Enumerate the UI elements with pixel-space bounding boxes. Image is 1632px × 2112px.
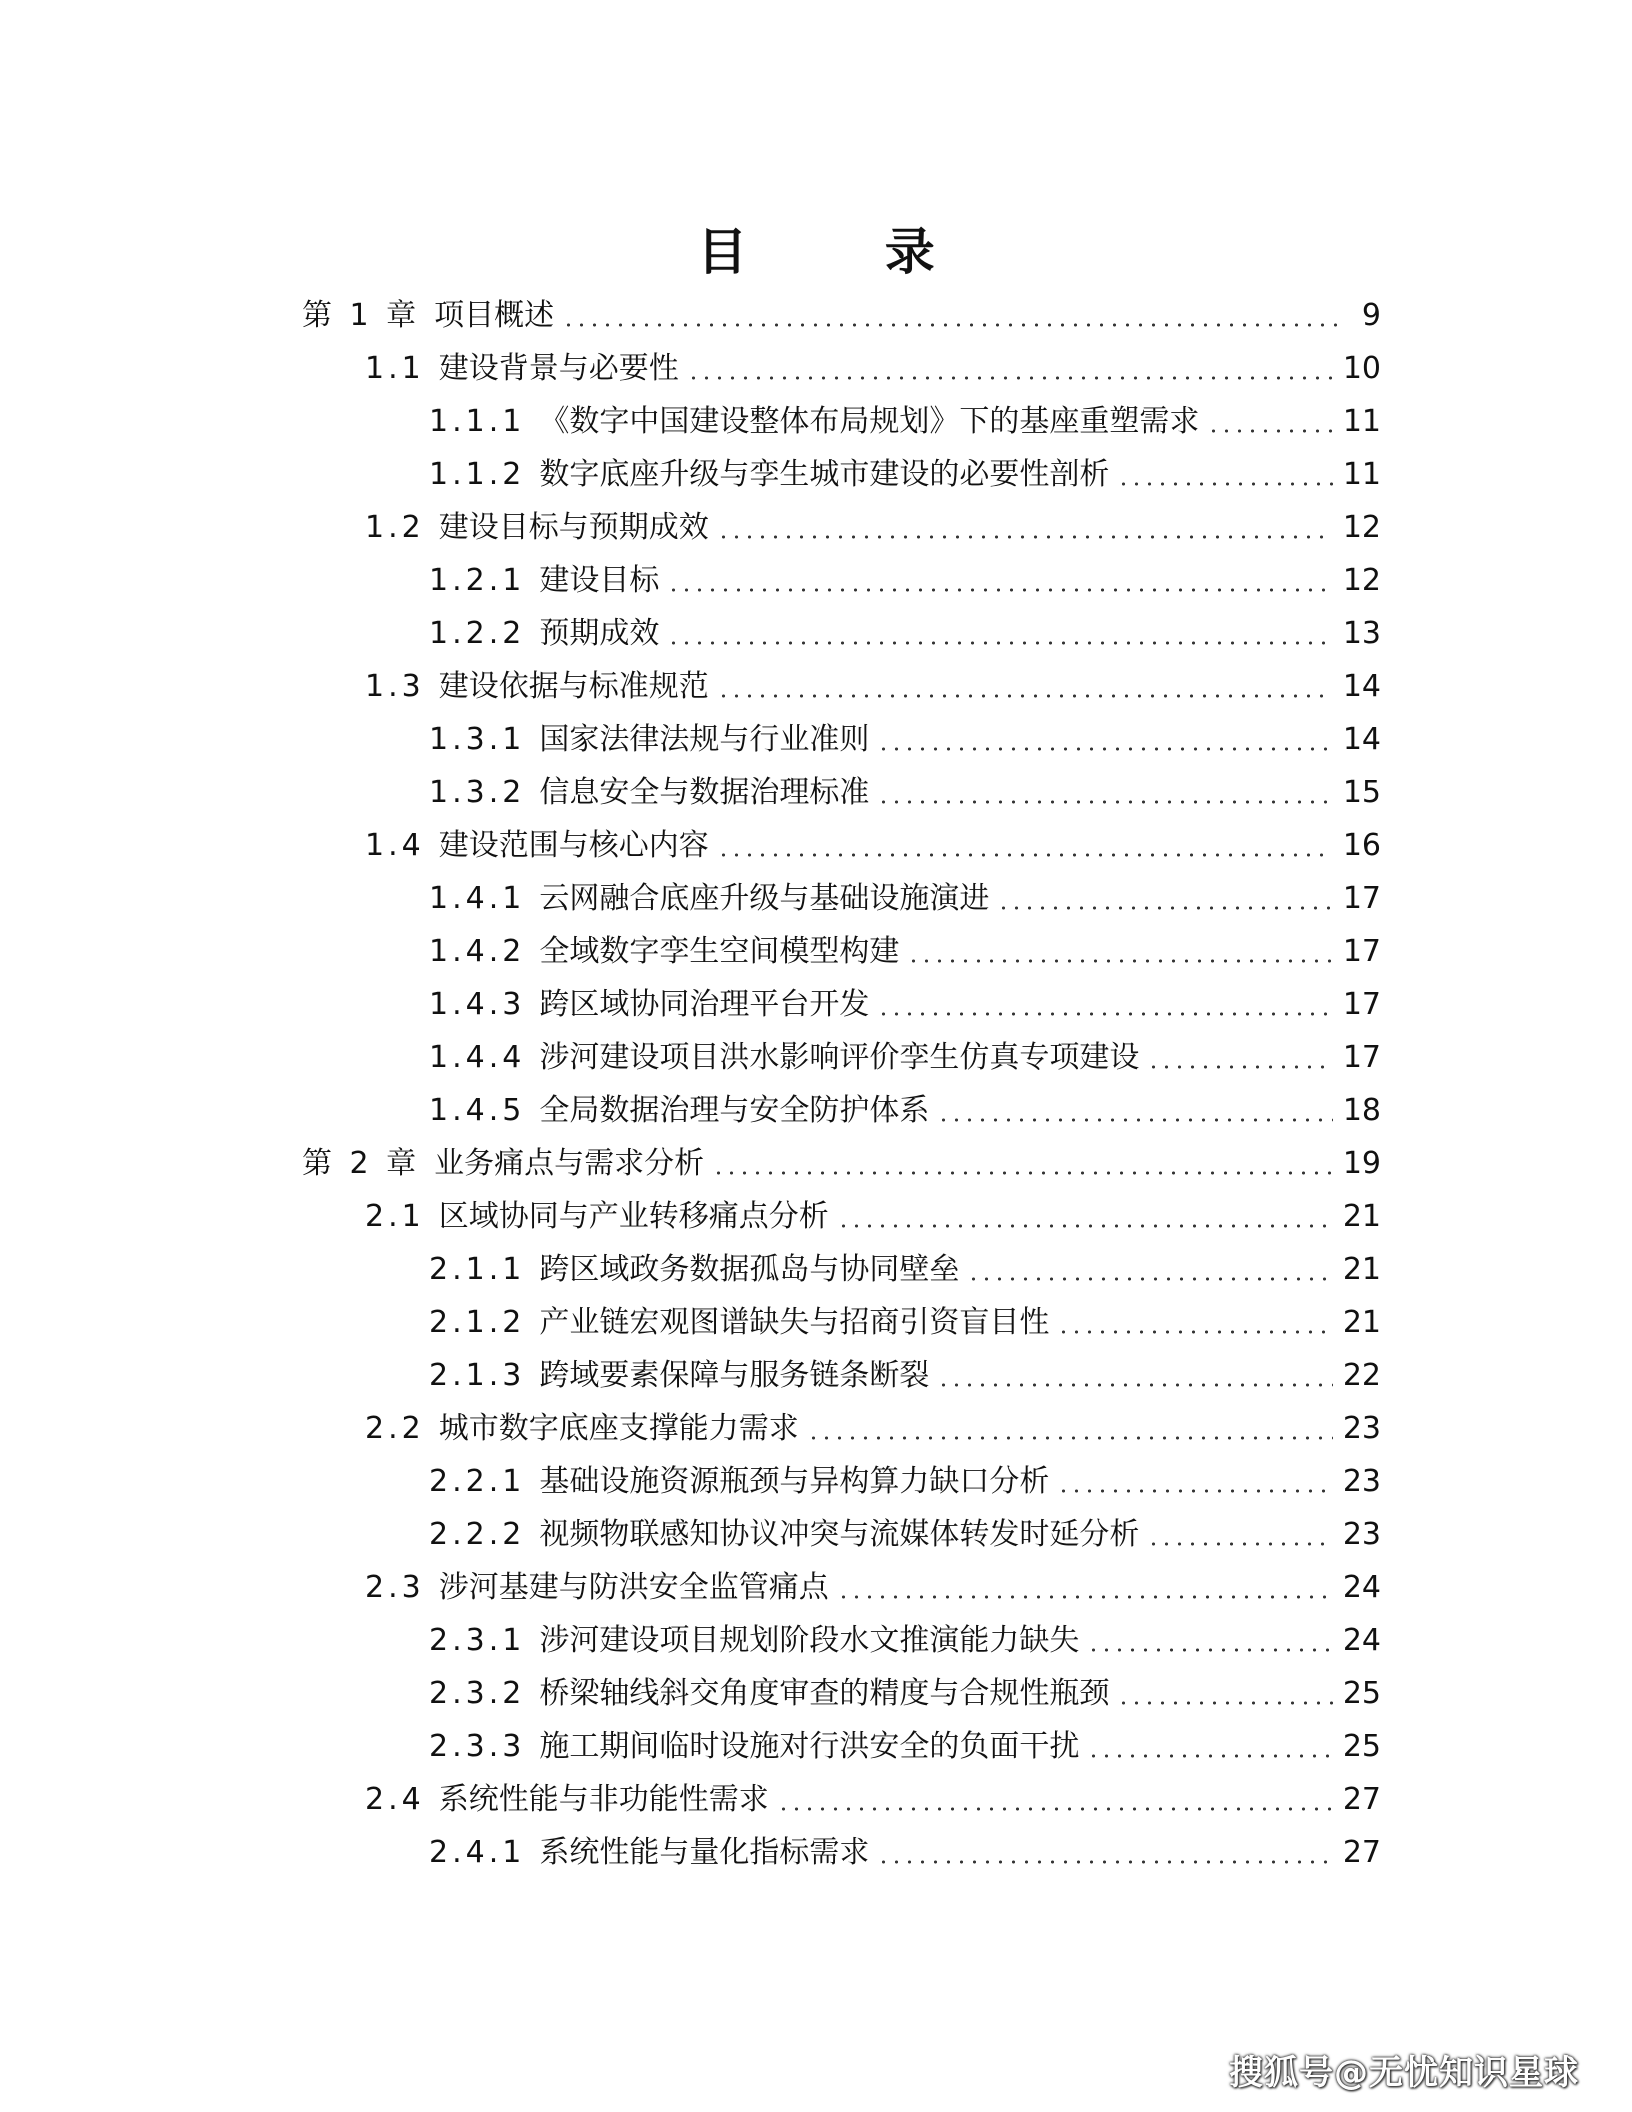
toc-entry[interactable] <box>429 1296 1381 1349</box>
toc-dot-leader <box>1147 1520 1332 1550</box>
toc-entry[interactable] <box>429 554 1381 607</box>
toc-entry[interactable] <box>365 501 1381 554</box>
toc-entry-number: 第 1 章 <box>302 298 421 333</box>
toc-entry-label: 项目概述 <box>434 298 555 333</box>
toc-entry-label: 涉河建设项目洪水影响评价孪生仿真专项建设 <box>539 1040 1140 1075</box>
toc-entry[interactable] <box>429 1243 1381 1296</box>
toc-entry[interactable] <box>365 660 1381 713</box>
toc-dot-leader <box>1147 1043 1332 1073</box>
toc-dot-leader <box>717 672 1333 702</box>
toc-entry-page-number: 17 <box>1342 881 1381 916</box>
toc-entry[interactable] <box>365 819 1381 872</box>
toc-entry-number: 1.4.4 <box>429 1040 526 1075</box>
toc-entry-page-number: 14 <box>1342 669 1381 704</box>
toc-entry-page-number: 17 <box>1342 1040 1381 1075</box>
toc-dot-leader <box>807 1414 1333 1444</box>
toc-entry-number: 1.4.3 <box>429 987 526 1022</box>
toc-dot-leader <box>687 354 1333 384</box>
toc-entry-label: 涉河基建与防洪安全监管痛点 <box>438 1570 829 1605</box>
toc-entry[interactable] <box>429 872 1381 925</box>
toc-entry-number: 2.3.2 <box>429 1676 526 1711</box>
toc-entry-label: 跨区域协同治理平台开发 <box>539 987 870 1022</box>
toc-dot-leader <box>937 1096 1332 1126</box>
toc-entry-page-number: 24 <box>1342 1623 1381 1658</box>
toc-entry[interactable] <box>302 1137 1381 1190</box>
toc-entry-number: 2.4.1 <box>429 1835 526 1870</box>
toc-entry-label: 施工期间临时设施对行洪安全的负面干扰 <box>539 1729 1080 1764</box>
toc-entry-page-number: 14 <box>1342 722 1381 757</box>
page-title: 目 录 <box>697 222 995 281</box>
toc-entry-page-number: 11 <box>1342 404 1381 439</box>
toc-entry-label: 建设范围与核心内容 <box>438 828 709 863</box>
toc-entry-number: 第 2 章 <box>302 1146 421 1181</box>
toc-dot-leader <box>967 1255 1332 1285</box>
toc-entry-number: 2.3 <box>365 1570 425 1605</box>
toc-entry[interactable] <box>365 1561 1381 1614</box>
toc-entry-label: 跨区域政务数据孤岛与协同壁垒 <box>539 1252 960 1287</box>
toc-entry[interactable] <box>429 448 1381 501</box>
toc-dot-leader <box>1117 460 1332 490</box>
toc-entry[interactable] <box>429 1084 1381 1137</box>
toc-entry-label: 视频物联感知协议冲突与流媒体转发时延分析 <box>539 1517 1140 1552</box>
toc-entry-number: 2.1.1 <box>429 1252 526 1287</box>
toc-entry-number: 2.1.3 <box>429 1358 526 1393</box>
toc-entry-label: 云网融合底座升级与基础设施演进 <box>539 881 990 916</box>
toc-entry-page-number: 16 <box>1342 828 1381 863</box>
toc-dot-leader <box>1057 1467 1332 1497</box>
toc-entry-label: 信息安全与数据治理标准 <box>539 775 870 810</box>
toc-entry-number: 1.1 <box>365 351 425 386</box>
toc-entry-number: 2.4 <box>365 1782 425 1817</box>
toc-entry-label: 基础设施资源瓶颈与异构算力缺口分析 <box>539 1464 1050 1499</box>
toc-entry[interactable] <box>365 342 1381 395</box>
toc-entry-page-number: 25 <box>1342 1729 1381 1764</box>
toc-entry-number: 1.1.1 <box>429 404 526 439</box>
toc-entry-label: 城市数字底座支撑能力需求 <box>438 1411 799 1446</box>
toc-entry-label: 建设依据与标准规范 <box>438 669 709 704</box>
toc-dot-leader <box>562 301 1341 331</box>
toc-dot-leader <box>837 1573 1333 1603</box>
toc-dot-leader <box>717 513 1333 543</box>
toc-entry-number: 1.4.5 <box>429 1093 526 1128</box>
toc-entry-page-number: 18 <box>1342 1093 1381 1128</box>
toc-entry-label: 业务痛点与需求分析 <box>434 1146 705 1181</box>
toc-entry-label: 系统性能与量化指标需求 <box>539 1835 870 1870</box>
toc-dot-leader <box>777 1785 1333 1815</box>
toc-dot-leader <box>997 884 1332 914</box>
toc-entry[interactable] <box>429 1614 1381 1667</box>
toc-entry-label: 系统性能与非功能性需求 <box>438 1782 769 1817</box>
toc-dot-leader <box>717 831 1333 861</box>
toc-entry-page-number: 21 <box>1342 1252 1381 1287</box>
toc-entry-number: 2.3.1 <box>429 1623 526 1658</box>
toc-dot-leader <box>837 1202 1333 1232</box>
toc-dot-leader <box>937 1361 1332 1391</box>
toc-entry-number: 1.4.2 <box>429 934 526 969</box>
toc-entry[interactable] <box>429 1349 1381 1402</box>
toc-entry-number: 2.3.3 <box>429 1729 526 1764</box>
toc-entry[interactable] <box>365 1402 1381 1455</box>
toc-entry-label: 建设目标 <box>539 563 660 598</box>
toc-entry-page-number: 12 <box>1342 510 1381 545</box>
toc-entry[interactable] <box>365 1773 1381 1826</box>
toc-entry[interactable] <box>429 1508 1381 1561</box>
toc-entry[interactable] <box>429 1720 1381 1773</box>
toc-entry-label: 全局数据治理与安全防护体系 <box>539 1093 930 1128</box>
toc-entry-page-number: 27 <box>1342 1835 1381 1870</box>
toc-entry-label: 建设背景与必要性 <box>438 351 679 386</box>
watermark: 搜狐号@无忧知识星球 <box>1229 2053 1579 2093</box>
toc-entry-page-number: 17 <box>1342 987 1381 1022</box>
toc-entry-label: 建设目标与预期成效 <box>438 510 709 545</box>
toc-entry-page-number: 13 <box>1342 616 1381 651</box>
toc-dot-leader <box>1087 1732 1332 1762</box>
toc-entry[interactable] <box>429 1826 1381 1879</box>
toc-entry[interactable] <box>429 925 1381 978</box>
toc-entry[interactable] <box>365 1190 1381 1243</box>
toc-dot-leader <box>1207 407 1332 437</box>
toc-entry-label: 全域数字孪生空间模型构建 <box>539 934 900 969</box>
toc-entry-number: 1.3 <box>365 669 425 704</box>
toc-dot-leader <box>877 778 1332 808</box>
toc-dot-leader <box>877 1838 1332 1868</box>
toc-entry-page-number: 15 <box>1342 775 1381 810</box>
toc-entry-label: 预期成效 <box>539 616 660 651</box>
toc-entry[interactable] <box>429 1667 1381 1720</box>
toc-entry[interactable] <box>429 978 1381 1031</box>
toc-entry-label: 涉河建设项目规划阶段水文推演能力缺失 <box>539 1623 1080 1658</box>
toc-dot-leader <box>1117 1679 1332 1709</box>
toc-entry-number: 1.2 <box>365 510 425 545</box>
toc-entry[interactable] <box>429 766 1381 819</box>
toc-entry-page-number: 21 <box>1342 1305 1381 1340</box>
toc-entry-page-number: 11 <box>1342 457 1381 492</box>
toc-dot-leader <box>877 725 1332 755</box>
toc-entry-label: 产业链宏观图谱缺失与招商引资盲目性 <box>539 1305 1050 1340</box>
toc-entry-page-number: 12 <box>1342 563 1381 598</box>
toc-entry[interactable] <box>429 1031 1381 1084</box>
toc-entry-page-number: 17 <box>1342 934 1381 969</box>
toc-dot-leader <box>712 1149 1333 1179</box>
toc-entry-page-number: 22 <box>1342 1358 1381 1393</box>
toc-dot-leader <box>877 990 1332 1020</box>
toc-entry-number: 1.2.1 <box>429 563 526 598</box>
toc-entry-number: 1.3.2 <box>429 775 526 810</box>
toc-dot-leader <box>667 619 1332 649</box>
toc-dot-leader <box>667 566 1332 596</box>
toc-dot-leader <box>907 937 1332 967</box>
toc-entry-page-number: 21 <box>1342 1199 1381 1234</box>
toc-entry-number: 2.2.2 <box>429 1517 526 1552</box>
toc-entry-page-number: 27 <box>1342 1782 1381 1817</box>
toc-entry-number: 1.2.2 <box>429 616 526 651</box>
toc-entry-number: 2.2.1 <box>429 1464 526 1499</box>
toc-entry-label: 桥梁轴线斜交角度审查的精度与合规性瓶颈 <box>539 1676 1110 1711</box>
toc-entry-page-number: 25 <box>1342 1676 1381 1711</box>
toc-entry-page-number: 23 <box>1342 1411 1381 1446</box>
toc-dot-leader <box>1087 1626 1332 1656</box>
toc-entry-number: 1.4 <box>365 828 425 863</box>
toc-entry-label: 国家法律法规与行业准则 <box>539 722 870 757</box>
toc-dot-leader <box>1057 1308 1332 1338</box>
toc-entry-number: 2.1.2 <box>429 1305 526 1340</box>
toc-entry-label: 数字底座升级与孪生城市建设的必要性剖析 <box>539 457 1110 492</box>
toc-entry-number: 2.2 <box>365 1411 425 1446</box>
toc-entry-number: 1.1.2 <box>429 457 526 492</box>
toc-entry-number: 1.3.1 <box>429 722 526 757</box>
toc-entry[interactable] <box>429 607 1381 660</box>
toc-entry-page-number: 23 <box>1342 1464 1381 1499</box>
toc-entry-page-number: 9 <box>1361 298 1381 333</box>
toc-entry-page-number: 10 <box>1342 351 1381 386</box>
toc-entry[interactable] <box>302 289 1381 342</box>
toc-entry[interactable] <box>429 713 1381 766</box>
toc-entry-number: 2.1 <box>365 1199 425 1234</box>
toc-entry-page-number: 24 <box>1342 1570 1381 1605</box>
toc-entry[interactable] <box>429 395 1381 448</box>
toc-entry-number: 1.4.1 <box>429 881 526 916</box>
toc-entry-label: 跨域要素保障与服务链条断裂 <box>539 1358 930 1393</box>
toc-entry-page-number: 19 <box>1342 1146 1381 1181</box>
toc-entry-label: 《数字中国建设整体布局规划》下的基座重塑需求 <box>539 404 1200 439</box>
toc-entry-label: 区域协同与产业转移痛点分析 <box>438 1199 829 1234</box>
toc-entry[interactable] <box>429 1455 1381 1508</box>
toc-entry-page-number: 23 <box>1342 1517 1381 1552</box>
